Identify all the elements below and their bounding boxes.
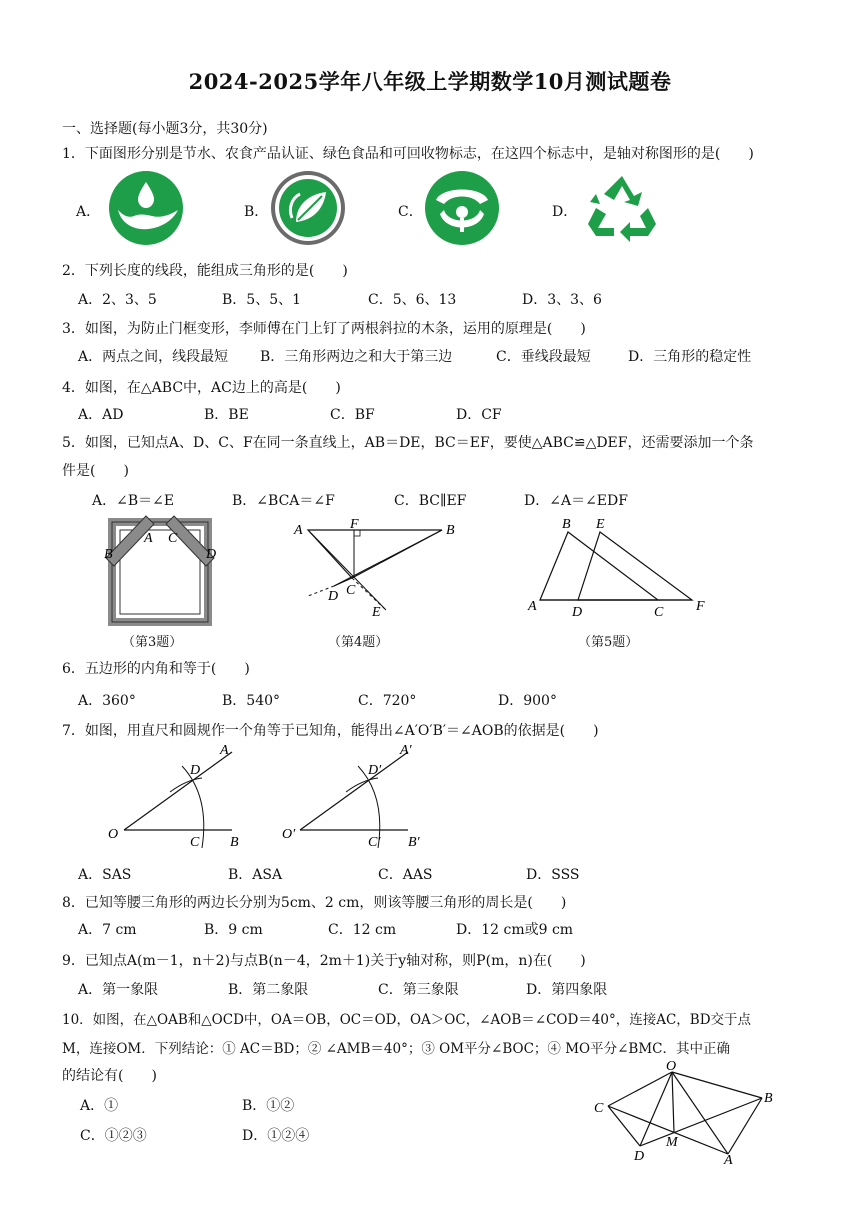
q1-option-a: A．	[76, 204, 101, 220]
fig3-label-c: C	[168, 531, 178, 546]
q2-stem: 2．下列长度的线段，能组成三角形的是( )	[62, 263, 348, 279]
q4-option-b: B．BE	[204, 407, 249, 423]
fig7-label-o-prime: O′	[282, 827, 296, 842]
q8-option-d: D．12 cm或9 cm	[456, 922, 574, 938]
fig7-label-c-prime: C′	[368, 835, 381, 850]
fig7-label-d: D	[190, 763, 201, 778]
q6-option-a: A．360°	[78, 693, 136, 709]
fig7-label-d-prime: D′	[368, 763, 382, 778]
q1-option-b: B．	[244, 204, 269, 220]
q7-stem: 7．如图，用直尺和圆规作一个角等于已知角，能得出∠A′O′B′＝∠AOB的依据是( )	[62, 723, 599, 739]
fig10-label-m: M	[666, 1135, 678, 1150]
q10-stem-line2: M，连接OM．下列结论：① AC＝BD；② ∠AMB＝40°；③ OM平分∠BOC；④ MO平分∠BMC．其中正确	[62, 1041, 730, 1057]
fig5-label-e: E	[596, 517, 605, 532]
q10-option-a: A．①	[80, 1098, 119, 1114]
fig10-label-d: D	[634, 1149, 645, 1164]
q5-option-d: D．∠A＝∠EDF	[524, 493, 628, 509]
fig5-label-f: F	[696, 599, 705, 614]
fig10-label-b: B	[764, 1091, 773, 1106]
fig5-label-c: C	[654, 605, 664, 620]
q7-option-b: B．ASA	[228, 867, 283, 883]
q7-option-c: C．AAS	[378, 867, 433, 883]
q10-stem-line1: 10．如图，在△OAB和△OCD中，OA＝OB，OC＝OD，OA＞OC，∠AOB＝∠COD＝40°，连接AC，BD交于点	[62, 1012, 752, 1028]
fig3-label-d: D	[206, 547, 217, 562]
q6-stem: 6．五边形的内角和等于( )	[62, 661, 250, 677]
q5-option-a: A．∠B＝∠E	[92, 493, 175, 509]
caption-q4: （第4题）	[328, 635, 389, 650]
fig10-label-o: O	[666, 1059, 677, 1074]
recycle-logo-icon	[586, 172, 658, 242]
fig10-label-c: C	[594, 1101, 604, 1116]
fig5-label-b: B	[562, 517, 571, 532]
q9-option-b: B．第二象限	[228, 982, 309, 998]
fig7-label-b: B	[230, 835, 239, 850]
q4-option-a: A．AD	[78, 407, 124, 423]
q3-option-c: C．垂线段最短	[496, 349, 591, 365]
q1-option-d: D．	[552, 204, 578, 220]
fig7-label-a-prime: A′	[400, 743, 412, 758]
fig3-label-b: B	[104, 547, 113, 562]
q9-option-d: D．第四象限	[526, 982, 608, 998]
fig7-label-o: O	[108, 827, 119, 842]
fig7-label-a: A	[220, 743, 229, 758]
q3-stem: 3．如图，为防止门框变形，李师傅在门上钉了两根斜拉的木条，运用的原理是( )	[62, 321, 586, 337]
q2-option-c: C．5、6、13	[368, 292, 457, 308]
figure-triangles-oab-ocd	[590, 1058, 780, 1168]
figure-triangle-abc-heights	[290, 516, 470, 620]
fig4-label-c: C	[346, 583, 356, 598]
q6-option-b: B．540°	[222, 693, 281, 709]
page-title: 2024-2025学年八年级上学期数学10月测试题卷	[188, 69, 672, 94]
q9-stem: 9．已知点A(m－1，n＋2)与点B(n－4，2m＋1)关于y轴对称，则P(m，n)在( )	[62, 953, 586, 969]
water-saving-logo-icon	[108, 170, 184, 246]
q9-option-c: C．第三象限	[378, 982, 459, 998]
fig4-label-f: F	[350, 517, 359, 532]
q6-option-d: D．900°	[498, 693, 557, 709]
q10-option-b: B．①②	[242, 1098, 295, 1114]
q5-option-c: C．BC∥EF	[394, 493, 467, 509]
figure-congruent-triangles	[524, 514, 714, 618]
q2-option-d: D．3、3、6	[522, 292, 602, 308]
q10-stem-line3: 的结论有( )	[62, 1068, 157, 1084]
fig4-label-a: A	[294, 523, 303, 538]
q4-option-c: C．BF	[330, 407, 375, 423]
q2-option-a: A．2、3、5	[78, 292, 157, 308]
q1-option-c: C．	[398, 204, 423, 220]
fig4-label-d: D	[328, 589, 339, 604]
figure-door-frame	[100, 512, 220, 624]
fig7-label-b-prime: B′	[408, 835, 420, 850]
q8-option-b: B．9 cm	[204, 922, 263, 938]
q1-stem: 1．下面图形分别是节水、农食产品认证、绿色食品和可回收物标志，在这四个标志中，是轴对称图形的是( )	[62, 146, 754, 162]
q7-option-d: D．SSS	[526, 867, 580, 883]
q8-stem: 8．已知等腰三角形的两边长分别为5cm、2 cm，则该等腰三角形的周长是( )	[62, 895, 567, 911]
green-food-logo-icon	[424, 170, 500, 246]
q10-option-d: D．①②④	[242, 1128, 310, 1144]
caption-q3: （第3题）	[122, 635, 183, 650]
q8-option-a: A．7 cm	[78, 922, 137, 938]
q3-option-a: A．两点之间，线段最短	[78, 349, 229, 365]
fig4-label-b: B	[446, 523, 455, 538]
fig3-label-a: A	[144, 531, 153, 546]
fig5-label-d: D	[572, 605, 583, 620]
q6-option-c: C．720°	[358, 693, 417, 709]
q7-option-a: A．SAS	[78, 867, 132, 883]
q4-stem: 4．如图，在△ABC中，AC边上的高是( )	[62, 380, 341, 396]
q3-option-b: B．三角形两边之和大于第三边	[260, 349, 453, 365]
q5-stem-line2: 件是( )	[62, 463, 129, 479]
section-heading: 一、选择题(每小题3分，共30分)	[62, 121, 268, 137]
q5-option-b: B．∠BCA＝∠F	[232, 493, 335, 509]
fig5-label-a: A	[528, 599, 537, 614]
q5-stem-line1: 5．如图，已知点A、D、C、F在同一条直线上，AB＝DE，BC＝EF，要使△ABC≌△DEF，还需要添加一个条	[62, 435, 754, 451]
q4-option-d: D．CF	[456, 407, 502, 423]
agricultural-certification-logo-icon	[270, 170, 346, 246]
q9-option-a: A．第一象限	[78, 982, 159, 998]
q2-option-b: B．5、5、1	[222, 292, 302, 308]
q10-option-c: C．①②③	[80, 1128, 147, 1144]
figure-angle-aob-prime	[280, 740, 440, 852]
q3-option-d: D．三角形的稳定性	[628, 349, 752, 365]
fig7-label-c: C	[190, 835, 200, 850]
caption-q5: （第5题）	[578, 635, 639, 650]
figure-angle-aob	[104, 740, 254, 852]
fig4-label-e: E	[372, 605, 381, 620]
q8-option-c: C．12 cm	[328, 922, 397, 938]
fig10-label-a: A	[724, 1153, 733, 1168]
